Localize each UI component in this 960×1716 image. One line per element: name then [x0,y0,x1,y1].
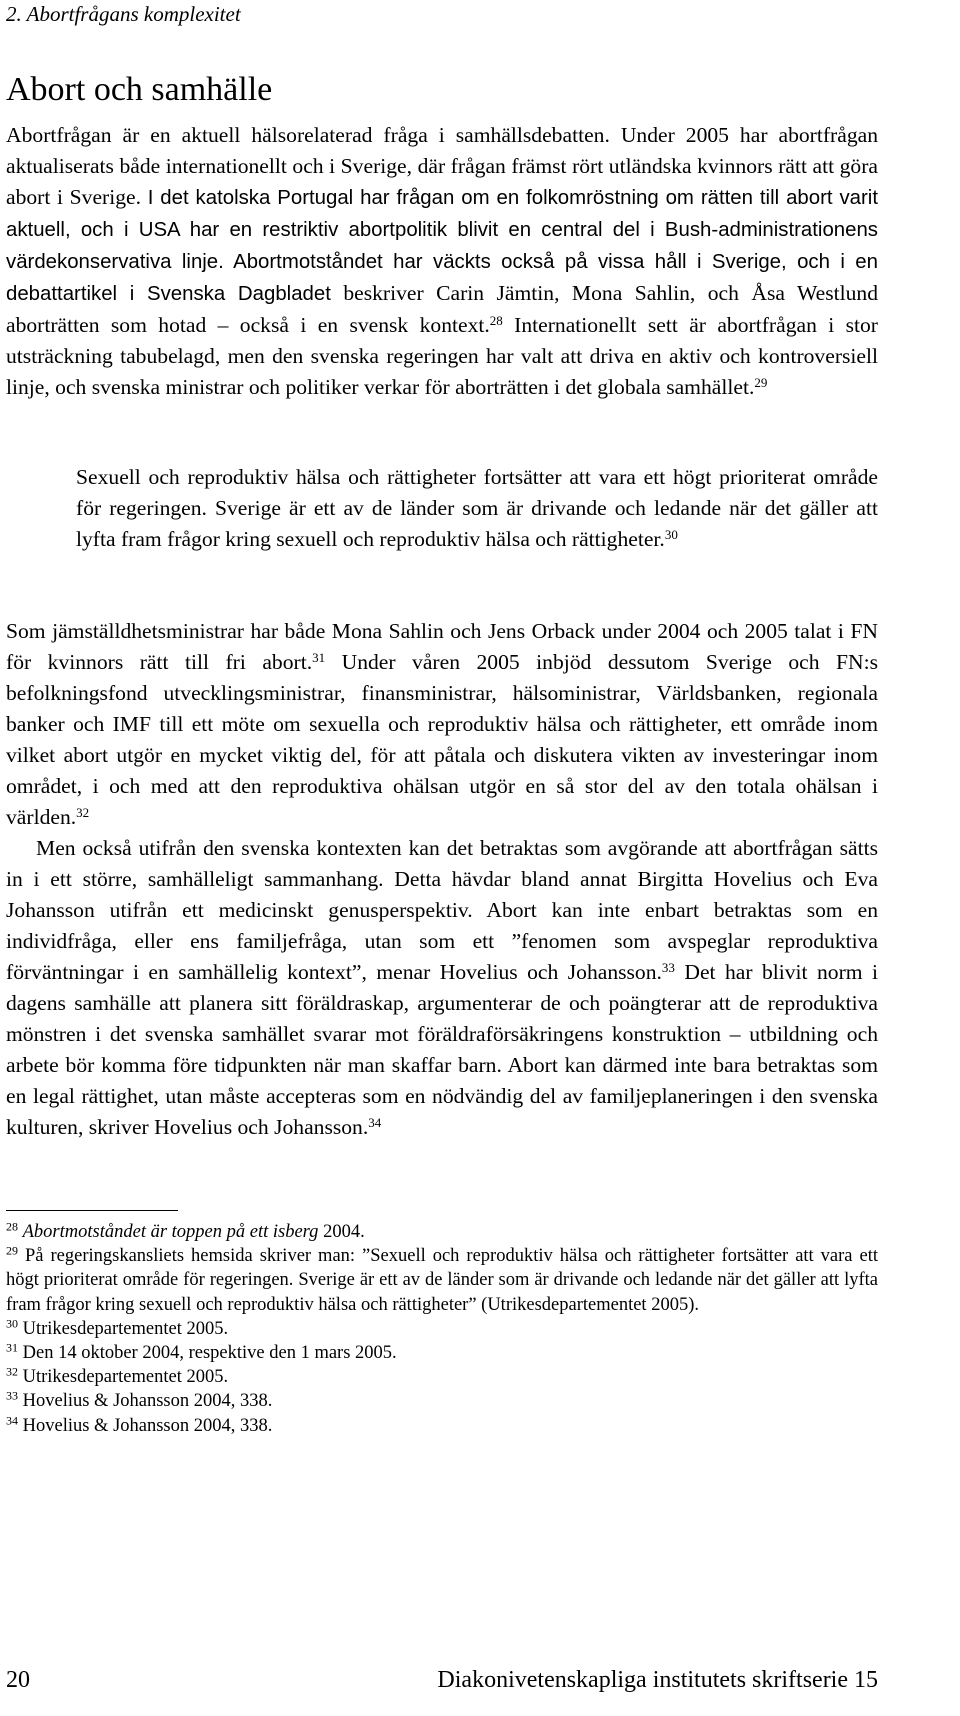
footnote-28 [6,1220,878,1244]
footnote-number: 32 [6,1364,18,1379]
footnote-text: Den 14 oktober 2004, respektive den 1 mars 2005. [18,1343,397,1364]
paragraph-ministers-part-b: Under våren 2005 inbjöd dessutom Sverige och FN:s befolkningsfond utvecklingsministrar, finansministrar, hälsoministrar, Världsbanken, regionala banker och IMF till ett möte om sexuella och reproduktiv hälsa och rättigheter, ett område inom vilket abort utgör en mycket viktig del, för att påtala och diskutera vikten av investeringar inom området, i och med att den reproduktiva ohälsan utgör en så stor del av den totala ohälsan i världen. [6,650,879,829]
footnote-number: 28 [6,1219,18,1234]
footnote-ref-30: 30 [664,526,678,542]
footnote-33 [6,1389,878,1413]
footnote-ref-32: 32 [76,804,90,820]
paragraph-intro-part-a: Abortfrågan är en aktuell hälsorelaterad fråga i samhällsdebatten. Under 2005 har abortfrågan aktualiserats både internationellt och i Sverige, där frågan främst rört utländska kvinnors rätt att göra abort i Sverige. [6,123,878,209]
footnote-ref-33: 33 [661,959,675,975]
paragraph-intro-part-c: beskriver Carin Jämtin, Mona Sahlin, och Åsa Westlund aborträtten som hotad – också i en svensk kontext. [6,281,878,337]
footnote-text: Hovelius & Johansson 2004, 338. [18,1391,273,1412]
footnote-ref-31: 31 [312,649,326,665]
footnote-text: Utrikesdepartementet 2005. [18,1318,229,1339]
block-quote-text: Sexuell och reproduktiv hälsa och rättigheter fortsätter att vara ett högt prioriterat område för regeringen. Sverige är ett av de länder som är drivande och ledande när det gäller att lyfta fram frågor kring sexuell och reproduktiv hälsa och rättigheter. [76,465,878,551]
series-title: Diakonivetenskapliga institutets skriftserie 15 [437,1667,878,1693]
paragraph-intro [6,120,878,403]
footnotes [6,1220,878,1438]
paragraph-intro-part-b: I det katolska Portugal har frågan om en folkomröstning om rätten till abort varit aktuell, och i USA har en restriktiv abortpolitik blivit en central del i Bush-administrationens värdekonservativa linje. Abortmotståndet har väckts också på vissa håll i Sverige, och i en debattartikel i Svenska Dagbladet [6,187,878,305]
footnote-number: 29 [6,1243,18,1258]
footnote-34 [6,1414,878,1438]
footnote-number: 33 [6,1388,18,1403]
paragraph-context-part-a: Men också utifrån den svenska kontexten kan det betraktas som avgörande att abortfrågan sätts in i ett större, samhälleligt sammanhang. Detta hävdar bland annat Birgitta Hovelius och Eva Johansson utifrån ett medicinskt genusperspektiv. Abort kan inte enbart betraktas som en individfråga, eller ens familjefråga, utan som ett ”fenomen som avspeglar reproduktiva förväntningar i en samhällelig kontext”, menar Hovelius och Johansson. [6,836,878,984]
footnote-text: Hovelius & Johansson 2004, 338. [18,1415,273,1436]
footnote-text: 2004. [318,1222,365,1242]
footnote-ref-28: 28 [489,312,503,328]
footnote-30 [6,1317,878,1341]
footnote-29 [6,1244,878,1317]
footnote-number: 31 [6,1340,18,1355]
section-title: Abort och samhälle [6,71,273,108]
footnote-text: Utrikesdepartementet 2005. [18,1367,229,1388]
footnote-31 [6,1341,878,1365]
footnote-text: På regeringskansliets hemsida skriver man: ”Sexuell och reproduktiv hälsa och rättigheter fortsätter att vara ett högt prioriterat område för regeringen. Sverige är ett av de länder som är drivande och ledande när det gäller att lyfta fram frågor kring sexuell och reproduktiv hälsa och rättigheter” (Utrikesdepartementet 2005). [6,1246,878,1315]
paragraph-intro-part-d: Internationellt sett är abortfrågan i stor utsträckning tabubelagd, men den svenska regeringen har valt att driva en aktiv och kontroversiell linje, och svenska ministrar och politiker verkar för aborträtten i det globala samhället. [6,313,879,399]
footnote-ref-29: 29 [754,374,768,390]
paragraph-context [6,833,878,1143]
footnote-number: 34 [6,1413,18,1428]
paragraph-context-part-b: Det har blivit norm i dagens samhälle att planera sitt föräldraskap, argumenterar de och poängterar att de reproduktiva mönstren i det svenska samhället svarar mot föräldraförsäkringens konstruktion – utbildning och arbete bör komma före tidpunkten när man skaffar barn. Abort kan därmed inte bara betraktas som en legal rättighet, utan måste accepteras som en nödvändig del av familjeplaneringen i den svenska kulturen, skriver Hovelius och Johansson. [6,960,878,1139]
block-quote [76,462,878,555]
footnote-title: Abortmotståndet är toppen på ett isberg [22,1222,319,1242]
footnote-32 [6,1365,878,1389]
running-head: 2. Abortfrågans komplexitet [6,2,241,26]
paragraph-ministers-part-a: Som jämställdhetsministrar har både Mona Sahlin och Jens Orback under 2004 och 2005 talat i FN för kvinnors rätt till fri abort. [6,619,878,674]
footnote-divider [6,1210,178,1211]
footnote-number: 30 [6,1316,18,1331]
page-number: 20 [6,1667,30,1693]
paragraph-ministers [6,616,878,833]
footnote-ref-34: 34 [368,1114,382,1130]
